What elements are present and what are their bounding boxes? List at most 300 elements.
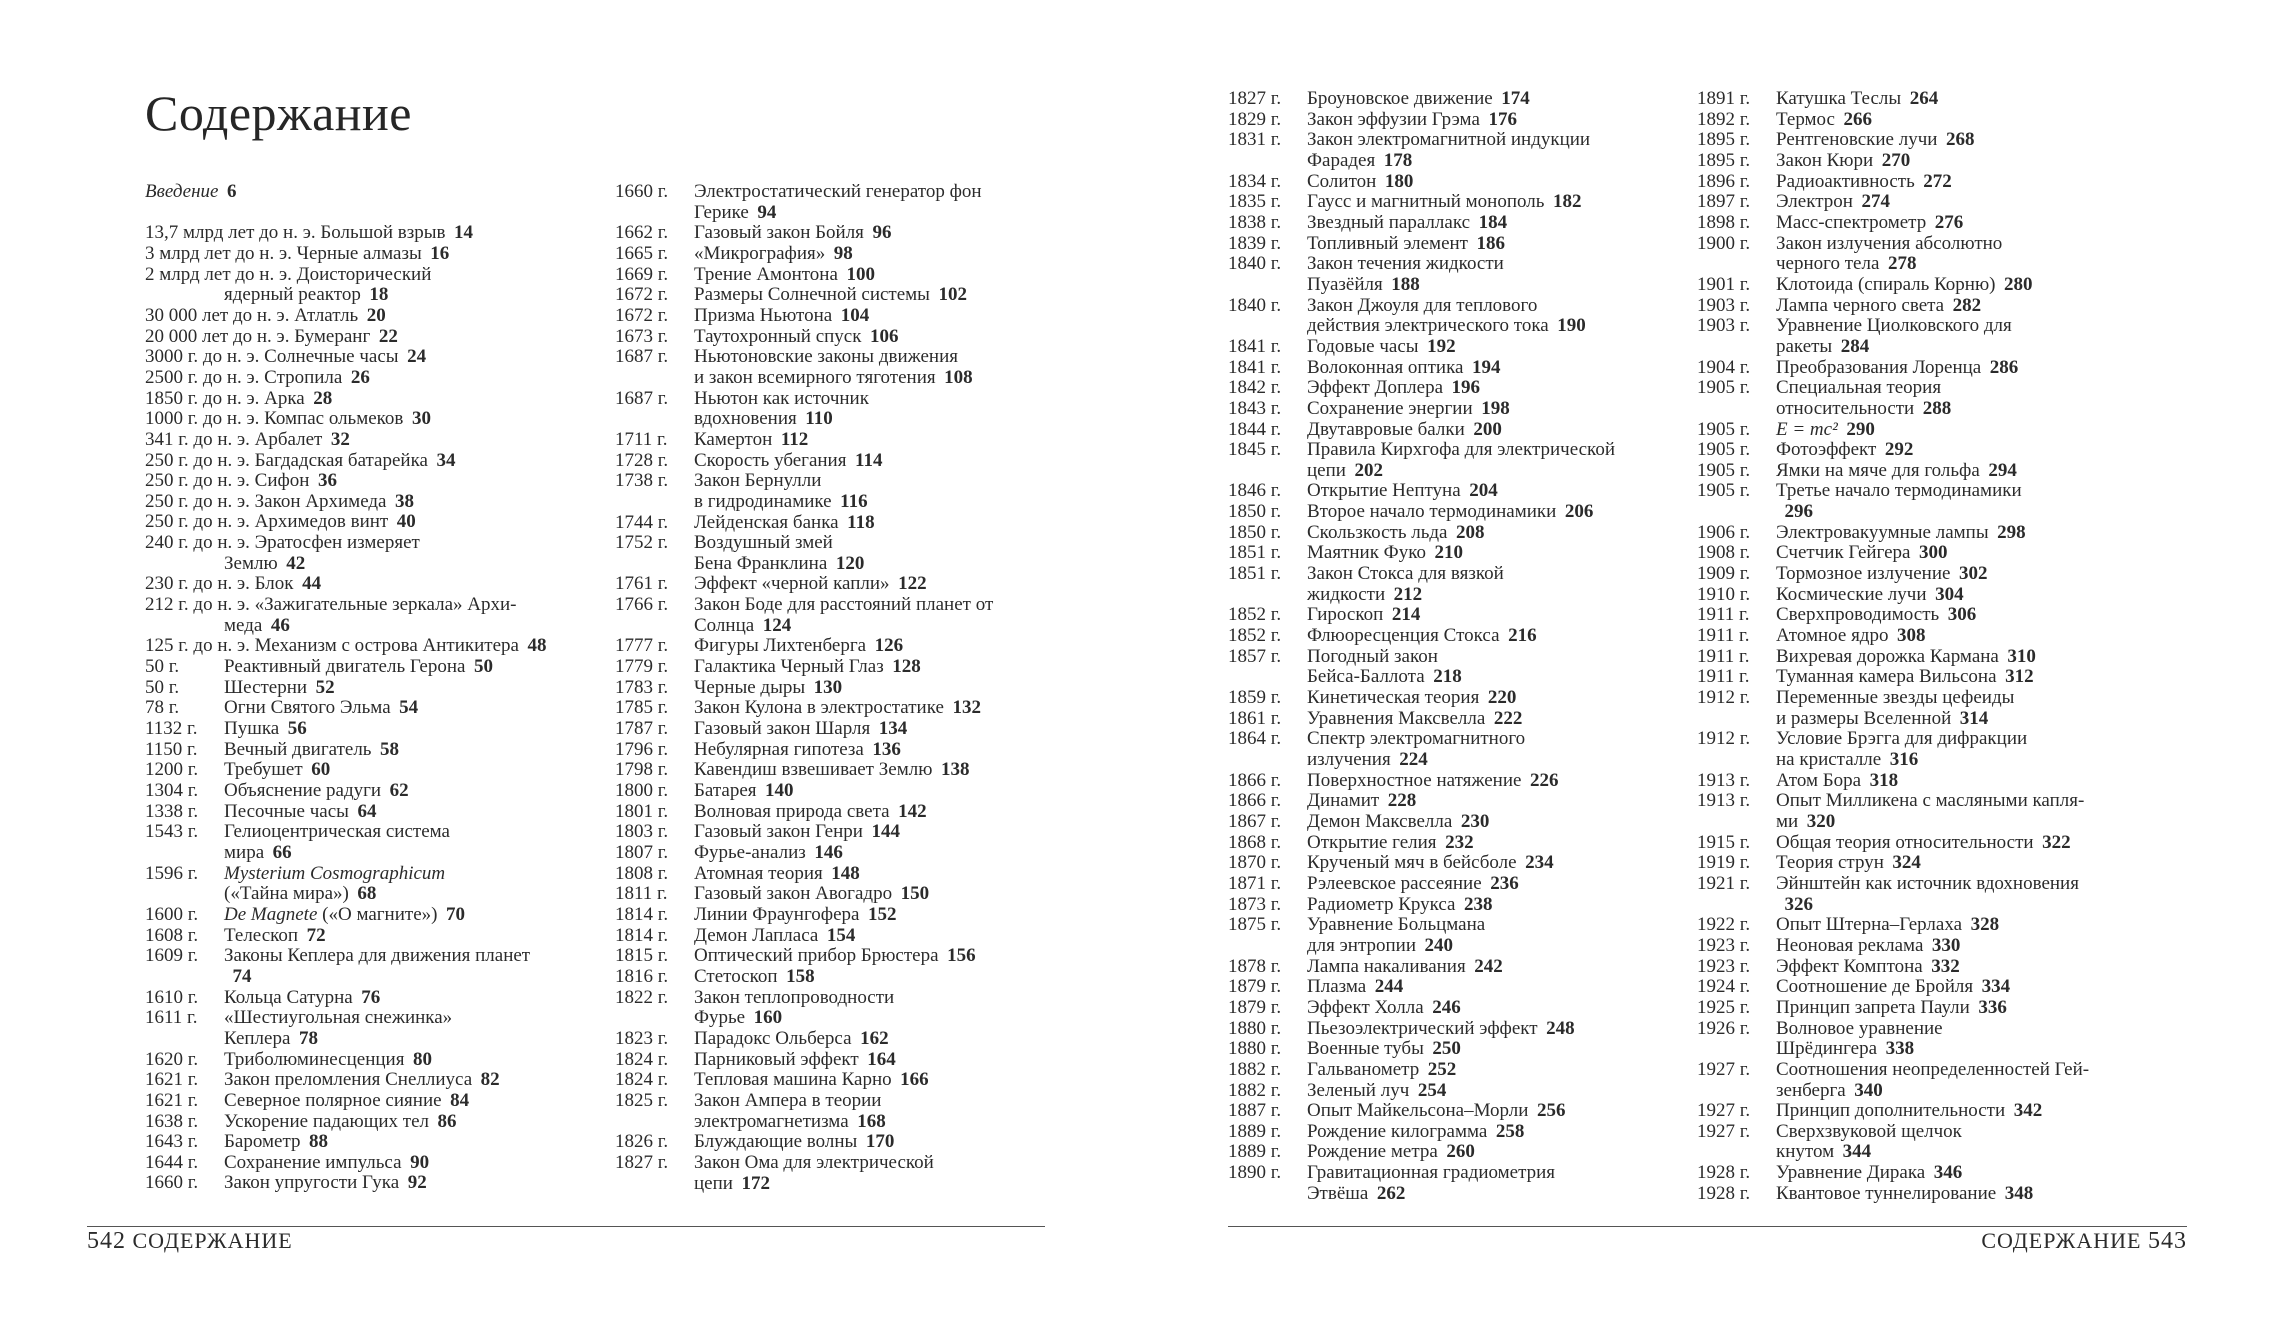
entry-title: Закон Стокса для вязкой жидкости bbox=[1307, 563, 1504, 605]
entry-title: Волновая природа света bbox=[694, 800, 890, 822]
entry-page-number: 182 bbox=[1552, 191, 1582, 213]
entry-date: 1926 г. bbox=[1697, 1017, 1751, 1039]
page-number-right: 543 bbox=[2148, 1228, 2187, 1254]
toc-entry[interactable] bbox=[145, 471, 615, 492]
toc-entry[interactable] bbox=[1228, 791, 1698, 812]
toc-entry[interactable] bbox=[1228, 1019, 1698, 1040]
toc-entry[interactable] bbox=[615, 244, 1075, 265]
toc-entry[interactable] bbox=[1697, 543, 2167, 564]
toc-entry[interactable] bbox=[1228, 998, 1698, 1019]
toc-entry[interactable] bbox=[1697, 564, 2167, 585]
entry-date: 78 г. bbox=[145, 697, 180, 719]
toc-entry[interactable] bbox=[615, 864, 1075, 885]
entry-date: 1912 г. bbox=[1697, 687, 1751, 709]
toc-entry[interactable] bbox=[615, 182, 1075, 223]
toc-entry[interactable] bbox=[615, 430, 1075, 451]
toc-entry[interactable] bbox=[145, 1050, 615, 1071]
entry-page-number: 176 bbox=[1488, 108, 1517, 130]
entry-page-number: 310 bbox=[2007, 645, 2036, 667]
toc-entry[interactable] bbox=[615, 471, 1075, 512]
toc-entry[interactable] bbox=[1228, 89, 1698, 110]
toc-entry[interactable] bbox=[1697, 275, 2167, 296]
toc-entry[interactable] bbox=[1228, 1142, 1698, 1163]
toc-entry[interactable] bbox=[145, 926, 615, 947]
entry-title: Эффект «черной капли» bbox=[694, 573, 890, 595]
entry-page-number: 290 bbox=[1846, 418, 1875, 440]
toc-entry[interactable] bbox=[1697, 667, 2167, 688]
entry-date: 1905 г. bbox=[1697, 377, 1751, 399]
entry-title: Уравнение Больцмана для энтропии bbox=[1307, 914, 1486, 956]
entry-date: 1904 г. bbox=[1697, 356, 1751, 378]
toc-entry[interactable] bbox=[1228, 543, 1698, 564]
toc-entry[interactable] bbox=[615, 1132, 1075, 1153]
toc-entry[interactable] bbox=[1228, 1122, 1698, 1143]
running-head-left: СОДЕРЖАНИЕ bbox=[132, 1228, 293, 1253]
entry-date: 1890 г. bbox=[1228, 1162, 1282, 1184]
toc-entry[interactable] bbox=[145, 1132, 615, 1153]
entry-page-number: 252 bbox=[1427, 1058, 1457, 1080]
toc-entry[interactable] bbox=[1228, 977, 1698, 998]
toc-entry[interactable] bbox=[1228, 771, 1698, 792]
toc-entry[interactable] bbox=[615, 719, 1075, 740]
entry-date: 1871 г. bbox=[1228, 872, 1282, 894]
entry-page-number: 156 bbox=[947, 945, 976, 967]
entry-title: Северное полярное сияние bbox=[224, 1089, 442, 1111]
toc-entry[interactable] bbox=[1697, 110, 2167, 131]
entry-date: 1924 г. bbox=[1697, 976, 1751, 998]
entry-page-number: 208 bbox=[1456, 521, 1485, 543]
toc-entry[interactable] bbox=[615, 327, 1075, 348]
toc-entry[interactable] bbox=[1697, 853, 2167, 874]
toc-entry[interactable] bbox=[1228, 1060, 1698, 1081]
toc-entry[interactable] bbox=[1697, 874, 2167, 915]
toc-entry[interactable] bbox=[145, 946, 615, 987]
toc-entry[interactable] bbox=[1228, 688, 1698, 709]
entry-date: 1909 г. bbox=[1697, 563, 1751, 585]
entry-date: 1744 г. bbox=[615, 511, 669, 533]
toc-entry[interactable] bbox=[1697, 481, 2167, 522]
entry-page-number: 80 bbox=[412, 1048, 432, 1070]
entry-page-number: 54 bbox=[399, 697, 419, 719]
toc-entry[interactable] bbox=[615, 967, 1075, 988]
entry-title: Кольца Сатурна bbox=[224, 986, 353, 1008]
toc-entry[interactable] bbox=[1697, 605, 2167, 626]
toc-entry[interactable] bbox=[615, 574, 1075, 595]
toc-entry[interactable] bbox=[615, 740, 1075, 761]
entry-page-number: 32 bbox=[330, 428, 350, 450]
entry-title: Пьезоэлектрический эффект bbox=[1307, 1017, 1538, 1039]
toc-entry[interactable] bbox=[145, 719, 615, 740]
toc-entry[interactable] bbox=[1697, 213, 2167, 234]
entry-date: 1761 г. bbox=[615, 573, 669, 595]
entry-page-number: 284 bbox=[1840, 335, 1870, 357]
toc-entry[interactable] bbox=[145, 1008, 615, 1049]
toc-entry[interactable] bbox=[1228, 172, 1698, 193]
toc-entry[interactable] bbox=[1697, 729, 2167, 770]
toc-entry[interactable] bbox=[1228, 709, 1698, 730]
entry-page-number: 248 bbox=[1546, 1017, 1575, 1039]
toc-entry[interactable] bbox=[1697, 957, 2167, 978]
toc-entry[interactable] bbox=[1697, 192, 2167, 213]
toc-entry[interactable] bbox=[145, 802, 615, 823]
toc-entry[interactable] bbox=[145, 905, 615, 926]
toc-entry[interactable] bbox=[1228, 213, 1698, 234]
entry-title: Багдадская батарейка bbox=[254, 449, 428, 471]
entry-title: Атом Бора bbox=[1776, 769, 1862, 791]
entry-date: 1898 г. bbox=[1697, 211, 1751, 233]
toc-entry[interactable] bbox=[615, 822, 1075, 843]
entry-date: 1850 г. до н. э. bbox=[145, 387, 260, 409]
toc-entry[interactable] bbox=[1228, 337, 1698, 358]
toc-entry[interactable] bbox=[1228, 957, 1698, 978]
entry-date: 1922 г. bbox=[1697, 914, 1751, 936]
entry-page-number: 266 bbox=[1843, 108, 1873, 130]
entry-date: 1800 г. bbox=[615, 780, 669, 802]
entry-title: Закон излучения абсолютно черного тела bbox=[1776, 232, 2003, 275]
toc-entry[interactable] bbox=[615, 1153, 1075, 1194]
toc-entry[interactable] bbox=[1697, 771, 2167, 792]
entry-title: Закон Боде для расстояний планет от Солнца bbox=[694, 594, 994, 636]
toc-entry-introduction[interactable] bbox=[145, 182, 615, 203]
toc-entry[interactable] bbox=[1228, 502, 1698, 523]
entry-date: 1660 г. bbox=[145, 1172, 199, 1194]
entry-date: 1826 г. bbox=[615, 1131, 669, 1153]
entry-page-number: 292 bbox=[1884, 439, 1914, 461]
toc-entry[interactable] bbox=[145, 1091, 615, 1112]
toc-entry[interactable] bbox=[145, 636, 615, 657]
toc-entry[interactable] bbox=[145, 533, 615, 574]
entry-date: 250 г. до н. э. bbox=[145, 511, 250, 533]
toc-entry[interactable] bbox=[1697, 977, 2167, 998]
entry-title: Огни Святого Эльма bbox=[224, 697, 391, 719]
toc-entry[interactable] bbox=[1697, 523, 2167, 544]
entry-title: Годовые часы bbox=[1307, 335, 1419, 357]
toc-entry[interactable] bbox=[615, 802, 1075, 823]
entry-page-number: 154 bbox=[826, 924, 856, 946]
toc-entry[interactable] bbox=[145, 451, 615, 472]
toc-entry[interactable] bbox=[1228, 812, 1698, 833]
toc-entry[interactable] bbox=[145, 760, 615, 781]
toc-entry[interactable] bbox=[145, 492, 615, 513]
toc-entry[interactable] bbox=[145, 1070, 615, 1091]
entry-date: 1814 г. bbox=[615, 903, 669, 925]
entry-title: Динамит bbox=[1307, 790, 1380, 812]
entry-title: Электростатический генератор фон Герике bbox=[694, 181, 982, 223]
entry-date: 13,7 млрд лет до н. э. bbox=[145, 222, 316, 244]
toc-entry[interactable] bbox=[615, 265, 1075, 286]
toc-entry[interactable] bbox=[615, 1050, 1075, 1071]
toc-entry[interactable] bbox=[1697, 1163, 2167, 1184]
entry-date: 1000 г. до н. э. bbox=[145, 408, 260, 430]
entry-date: 1889 г. bbox=[1228, 1141, 1282, 1163]
toc-entry[interactable] bbox=[1697, 585, 2167, 606]
entry-page-number: 102 bbox=[938, 284, 967, 306]
toc-entry[interactable] bbox=[145, 1112, 615, 1133]
entry-title: Сохранение энергии bbox=[1307, 397, 1473, 419]
toc-entry[interactable] bbox=[1228, 605, 1698, 626]
toc-entry[interactable] bbox=[1228, 564, 1698, 605]
toc-entry[interactable] bbox=[1697, 647, 2167, 668]
entry-page-number: 22 bbox=[378, 325, 398, 347]
toc-entry[interactable] bbox=[615, 513, 1075, 534]
entry-page-number: 44 bbox=[302, 573, 322, 595]
entry-date: 1841 г. bbox=[1228, 335, 1282, 357]
toc-entry[interactable] bbox=[145, 740, 615, 761]
toc-entry[interactable] bbox=[145, 822, 615, 863]
entry-title-italic: Mysterium Cosmographicum bbox=[224, 862, 446, 884]
toc-entry[interactable] bbox=[615, 389, 1075, 430]
entry-title: Кинетическая теория bbox=[1307, 687, 1480, 709]
entry-title: Катушка Теслы bbox=[1776, 88, 1902, 109]
toc-entry[interactable] bbox=[145, 430, 615, 451]
entry-page-number: 232 bbox=[1445, 831, 1474, 853]
entry-title: Атлатль bbox=[294, 304, 359, 326]
toc-entry[interactable] bbox=[1228, 647, 1698, 688]
toc-entry[interactable] bbox=[1697, 358, 2167, 379]
entry-page-number: 210 bbox=[1434, 542, 1464, 564]
entry-page-number: 72 bbox=[306, 924, 326, 946]
entry-date: 1857 г. bbox=[1228, 645, 1282, 667]
toc-entry[interactable] bbox=[1697, 1184, 2167, 1205]
entry-date: 1867 г. bbox=[1228, 810, 1282, 832]
entry-date: 1895 г. bbox=[1697, 129, 1751, 151]
toc-entry[interactable] bbox=[615, 884, 1075, 905]
toc-entry[interactable] bbox=[1697, 791, 2167, 832]
toc-entry[interactable] bbox=[145, 1173, 615, 1194]
entry-title: Барометр bbox=[224, 1131, 301, 1153]
toc-entry[interactable] bbox=[615, 657, 1075, 678]
toc-entry[interactable] bbox=[1697, 130, 2167, 151]
entry-page-number: 200 bbox=[1473, 418, 1502, 440]
toc-entry[interactable] bbox=[1228, 358, 1698, 379]
toc-entry[interactable] bbox=[1697, 234, 2167, 275]
entry-title: Правила Кирхгофа для электрической цепи bbox=[1307, 439, 1615, 481]
toc-entry[interactable] bbox=[615, 533, 1075, 574]
toc-entry[interactable] bbox=[1697, 936, 2167, 957]
entry-date: 1738 г. bbox=[615, 470, 669, 492]
entry-title: Поверхностное натяжение bbox=[1307, 769, 1522, 791]
toc-entry[interactable] bbox=[1228, 895, 1698, 916]
toc-entry[interactable] bbox=[615, 451, 1075, 472]
toc-entry[interactable] bbox=[615, 636, 1075, 657]
entry-date: 1844 г. bbox=[1228, 418, 1282, 440]
entry-date: 20 000 лет до н. э. bbox=[145, 325, 290, 347]
toc-entry[interactable] bbox=[145, 1153, 615, 1174]
entry-date: 1903 г. bbox=[1697, 294, 1751, 316]
entry-page-number: 98 bbox=[833, 242, 853, 264]
entry-title: Кавендиш взвешивает Землю bbox=[694, 759, 933, 781]
toc-entry[interactable] bbox=[145, 657, 615, 678]
entry-title: Стропила bbox=[264, 366, 343, 388]
toc-entry[interactable] bbox=[1228, 1081, 1698, 1102]
toc-entry[interactable] bbox=[1697, 172, 2167, 193]
toc-entry[interactable] bbox=[1228, 1163, 1698, 1204]
entry-page-number: 244 bbox=[1374, 976, 1404, 998]
entry-page-number: 36 bbox=[318, 470, 338, 492]
entry-page-number: 42 bbox=[286, 552, 306, 574]
toc-entry[interactable] bbox=[1228, 1039, 1698, 1060]
entry-title: Небулярная гипотеза bbox=[694, 738, 864, 760]
toc-entry[interactable] bbox=[145, 574, 615, 595]
entry-title: Космические лучи bbox=[1776, 583, 1927, 605]
entry-date: 1687 г. bbox=[615, 346, 669, 368]
entry-date: 1827 г. bbox=[1228, 88, 1282, 109]
toc-entry[interactable] bbox=[1697, 1019, 2167, 1060]
toc-entry[interactable] bbox=[615, 698, 1075, 719]
toc-entry[interactable] bbox=[1697, 151, 2167, 172]
toc-entry[interactable] bbox=[145, 512, 615, 533]
entry-page-number: 6 bbox=[227, 181, 237, 202]
toc-entry[interactable] bbox=[615, 347, 1075, 388]
entry-page-number: 294 bbox=[1988, 459, 2017, 481]
toc-entry[interactable] bbox=[615, 781, 1075, 802]
entry-date: 1777 г. bbox=[615, 635, 669, 657]
entry-page-number: 70 bbox=[446, 903, 466, 925]
entry-page-number: 92 bbox=[407, 1172, 427, 1194]
toc-entry[interactable] bbox=[145, 368, 615, 389]
entry-date: 1841 г. bbox=[1228, 356, 1282, 378]
toc-entry[interactable] bbox=[145, 244, 615, 265]
entry-date: 1827 г. bbox=[615, 1151, 669, 1173]
entry-title: Лейденская банка bbox=[694, 511, 839, 533]
entry-title: Закон эффузии Грэма bbox=[1307, 108, 1480, 130]
toc-entry[interactable] bbox=[615, 988, 1075, 1029]
entry-title: Законы Кеплера для движения планет bbox=[224, 945, 531, 967]
toc-entry[interactable] bbox=[615, 1029, 1075, 1050]
entry-date: 1873 г. bbox=[1228, 893, 1282, 915]
entry-date: 1200 г. bbox=[145, 759, 199, 781]
toc-entry[interactable] bbox=[145, 223, 615, 244]
toc-entry[interactable] bbox=[1228, 874, 1698, 895]
toc-entry[interactable] bbox=[1228, 234, 1698, 255]
toc-entry[interactable] bbox=[1697, 461, 2167, 482]
toc-entry[interactable] bbox=[1228, 523, 1698, 544]
toc-entry[interactable] bbox=[615, 306, 1075, 327]
entry-date: 3000 г. до н. э. bbox=[145, 346, 260, 368]
entry-page-number: 64 bbox=[357, 800, 377, 822]
entry-page-number: 52 bbox=[315, 676, 335, 698]
toc-entry[interactable] bbox=[145, 864, 615, 905]
entry-title: Бумеранг bbox=[294, 325, 371, 347]
toc-entry[interactable] bbox=[615, 843, 1075, 864]
toc-entry[interactable] bbox=[1228, 915, 1698, 956]
toc-entry[interactable] bbox=[1228, 254, 1698, 295]
toc-entry[interactable] bbox=[1697, 316, 2167, 357]
toc-entry[interactable] bbox=[1697, 1101, 2167, 1122]
toc-entry[interactable] bbox=[145, 306, 615, 327]
toc-entry[interactable] bbox=[1697, 998, 2167, 1019]
toc-entry[interactable] bbox=[615, 760, 1075, 781]
toc-entry[interactable] bbox=[145, 389, 615, 410]
entry-title: Демон Лапласа bbox=[694, 924, 819, 946]
toc-entry[interactable] bbox=[1228, 481, 1698, 502]
toc-entry[interactable] bbox=[1228, 130, 1698, 171]
toc-entry[interactable] bbox=[145, 409, 615, 430]
toc-entry[interactable] bbox=[1697, 440, 2167, 461]
toc-entry[interactable] bbox=[1228, 110, 1698, 131]
toc-entry[interactable] bbox=[1228, 729, 1698, 770]
entry-page-number: 194 bbox=[1472, 356, 1501, 378]
toc-entry[interactable] bbox=[1228, 399, 1698, 420]
entry-date: 1824 г. bbox=[615, 1069, 669, 1091]
entry-date: 1808 г. bbox=[615, 862, 669, 884]
toc-entry[interactable] bbox=[615, 223, 1075, 244]
toc-entry[interactable] bbox=[145, 265, 615, 306]
toc-entry[interactable] bbox=[1697, 1060, 2167, 1101]
toc-entry[interactable] bbox=[1228, 192, 1698, 213]
toc-entry[interactable] bbox=[145, 781, 615, 802]
entry-date: 1852 г. bbox=[1228, 625, 1282, 647]
entry-page-number: 28 bbox=[313, 387, 333, 409]
toc-entry[interactable] bbox=[145, 988, 615, 1009]
toc-entry[interactable] bbox=[1697, 833, 2167, 854]
entry-title: Эффект Холла bbox=[1307, 996, 1424, 1018]
entry-title: Гравитационная градиометрия Этвёша bbox=[1307, 1162, 1556, 1204]
toc-entry[interactable] bbox=[1697, 1122, 2167, 1163]
toc-entry[interactable] bbox=[145, 595, 615, 636]
toc-entry[interactable] bbox=[615, 285, 1075, 306]
entry-page-number: 74 bbox=[232, 965, 252, 987]
toc-entry[interactable] bbox=[1697, 420, 2167, 441]
toc-entry[interactable] bbox=[615, 595, 1075, 636]
toc-entry[interactable] bbox=[1228, 853, 1698, 874]
toc-entry[interactable] bbox=[1697, 626, 2167, 647]
entry-title: Закон электромагнитной индукции Фарадея bbox=[1307, 129, 1591, 171]
entry-page-number: 264 bbox=[1909, 88, 1939, 109]
entry-date: 1859 г. bbox=[1228, 687, 1282, 709]
entry-title: Общая теория относительности bbox=[1776, 831, 2034, 853]
toc-entry[interactable] bbox=[1697, 296, 2167, 317]
toc-entry[interactable] bbox=[615, 678, 1075, 699]
toc-entry[interactable] bbox=[1228, 626, 1698, 647]
entry-page-number: 66 bbox=[272, 841, 292, 863]
entry-title: Лампа накаливания bbox=[1307, 955, 1466, 977]
toc-entry[interactable] bbox=[145, 678, 615, 699]
entry-page-number: 256 bbox=[1536, 1100, 1566, 1122]
toc-entry[interactable] bbox=[615, 905, 1075, 926]
footer-right bbox=[1981, 1228, 2187, 1255]
toc-entry[interactable] bbox=[1228, 1101, 1698, 1122]
toc-entry[interactable] bbox=[1228, 833, 1698, 854]
toc-entry[interactable] bbox=[145, 327, 615, 348]
entry-date: 1838 г. bbox=[1228, 211, 1282, 233]
entry-date: 1814 г. bbox=[615, 924, 669, 946]
entry-title: Флюоресценция Стокса bbox=[1307, 625, 1500, 647]
entry-date: 1829 г. bbox=[1228, 108, 1282, 130]
entry-title: Линии Фраунгофера bbox=[694, 903, 860, 925]
toc-entry[interactable] bbox=[615, 1091, 1075, 1132]
entry-date: 1665 г. bbox=[615, 242, 669, 264]
toc-entry[interactable] bbox=[1228, 296, 1698, 337]
toc-entry[interactable] bbox=[1228, 378, 1698, 399]
entry-title: Теория струн bbox=[1776, 852, 1884, 874]
toc-entry[interactable] bbox=[1697, 915, 2167, 936]
page-title: Содержание bbox=[145, 85, 412, 141]
toc-entry[interactable] bbox=[615, 1070, 1075, 1091]
toc-entry[interactable] bbox=[615, 926, 1075, 947]
entry-title: Принцип запрета Паули bbox=[1776, 996, 1970, 1018]
entry-title: Радиометр Крукса bbox=[1307, 893, 1456, 915]
toc-entry[interactable] bbox=[1697, 378, 2167, 419]
toc-entry[interactable] bbox=[615, 946, 1075, 967]
entry-title: Закон течения жидкости Пуазёйля bbox=[1307, 253, 1504, 295]
toc-entry[interactable] bbox=[1228, 420, 1698, 441]
toc-entry[interactable] bbox=[1228, 440, 1698, 481]
toc-entry[interactable] bbox=[145, 698, 615, 719]
toc-entry[interactable] bbox=[1697, 89, 2167, 110]
toc-entry[interactable] bbox=[1697, 688, 2167, 729]
toc-entry[interactable] bbox=[145, 347, 615, 368]
